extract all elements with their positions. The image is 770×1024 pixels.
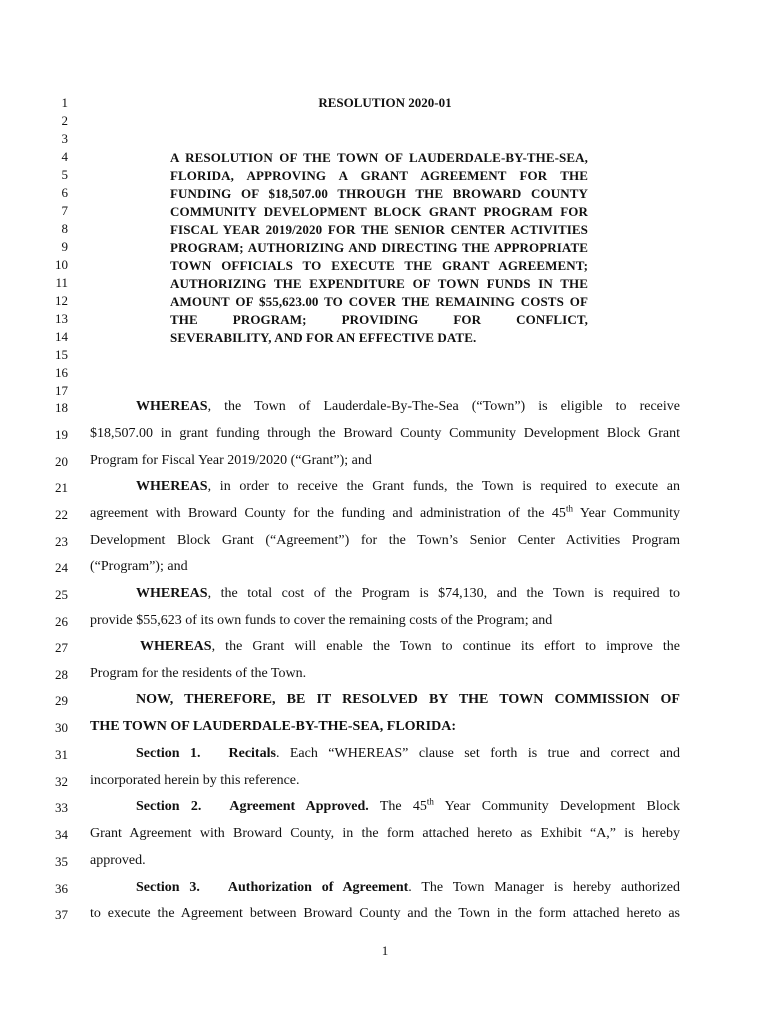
line-number: 27 [55,640,68,655]
body-line-29: NOW, THEREFORE, BE IT RESOLVED BY THE TOWN COMMISSION OF [136,692,680,707]
body-line-18: WHEREAS, the Town of Lauderdale-By-The-Sea (“Town”) is eligible to receive [136,399,680,414]
line-number: 4 [61,149,68,164]
body-line-27: WHEREAS, the Grant will enable the Town to continue its effort to improve the [140,639,680,654]
line-number: 16 [55,365,68,380]
line-number: 30 [55,720,68,735]
line-number: 33 [55,800,68,815]
section-2-label: Section 2. [136,799,202,814]
line-number: 13 [55,311,68,326]
section-1-label: Section 1. [136,746,201,761]
line-number: 35 [55,854,68,869]
body-line-26: provide $55,623 of its own funds to cover the remaining costs of the Program; and [90,613,553,628]
line-number: 21 [55,480,68,495]
body-line-33: Section 2. Agreement Approved. The 45th Year Community Development Block [136,796,680,814]
whereas-label: WHEREAS [136,479,208,494]
line-number: 20 [55,454,68,469]
line-number: 12 [55,293,68,308]
line-number: 22 [55,507,68,522]
resolution-caption [170,149,588,347]
line-number: 10 [55,257,68,272]
line-number: 32 [55,774,68,789]
section-2-heading: Agreement Approved. [229,799,369,814]
line-number: 24 [55,560,68,575]
line-number: 11 [55,275,68,290]
line-number: 2 [61,113,68,128]
whereas-label: WHEREAS [136,399,208,414]
line-number: 25 [55,587,68,602]
body-line-22: agreement with Broward County for the funding and administration of the 45th Year Community [90,503,680,521]
line-number: 34 [55,827,68,842]
section-3-heading: Authorization of Agreement [227,880,409,895]
body-line-19: $18,507.00 in grant funding through the Broward County Community Development Block Grant [90,426,680,441]
body-line-21: WHEREAS, in order to receive the Grant funds, the Town is required to execute an [136,479,680,494]
line-number: 29 [55,693,68,708]
body-line-30: THE TOWN OF LAUDERDALE-BY-THE-SEA, FLORIDA: [90,719,457,734]
body-line-20: Program for Fiscal Year 2019/2020 (“Grant”); and [90,453,372,468]
body-line-34: Grant Agreement with Broward County, in the form attached hereto as Exhibit “A,” is hereby [90,826,680,841]
line-number: 6 [61,185,68,200]
body-line-25: WHEREAS, the total cost of the Program is $74,130, and the Town is required to [136,586,680,601]
body-line-35: approved. [90,853,146,868]
line-number: 15 [55,347,68,362]
body-line-28: Program for the residents of the Town. [90,666,307,681]
page-number: 1 [381,943,389,958]
caption-text: A RESOLUTION OF THE TOWN OF LAUDERDALE-BY-THE-SEA, FLORIDA, APPROVING A GRANT AGREEMENT FOR THE FUNDING OF $18,507.00 THROUGH THE BROWARD COUNTY COMMUNITY DEVELOPMENT BLOCK GRANT PROGRAM FOR FISCAL YEAR 2019/2020 FOR THE SENIOR CENTER ACTIVITIES PROGRAM; AUTHORIZING AND DIRECTING THE APPROPRIATE TOWN OFFICIALS TO EXECUTE THE GRANT AGREEMENT; AUTHORIZING THE EXPENDITURE OF TOWN FUNDS IN THE AMOUNT OF $55,623.00 TO COVER THE REMAINING COSTS OF THE PROGRAM; PROVIDING FOR CONFLICT, [170,150,588,327]
line-number: 7 [61,203,68,218]
body-line-24: (“Program”); and [90,559,188,574]
line-number: 31 [55,747,68,762]
whereas-label: WHEREAS [136,586,208,601]
line-number: 26 [55,614,68,629]
body-line-32: incorporated herein by this reference. [90,773,300,788]
line-number: 8 [61,221,68,236]
section-1-heading: Recitals [228,746,276,761]
body-line-31: Section 1. Recitals. Each “WHEREAS” clause set forth is true and correct and [136,746,680,761]
line-number: 36 [55,881,68,896]
line-number: 5 [61,167,68,182]
line-number: 28 [55,667,68,682]
line-number: 9 [61,239,68,254]
whereas-label: WHEREAS [140,639,212,654]
line-number: 3 [61,131,68,146]
body-line-36: Section 3. Authorization of Agreement. The Town Manager is hereby authorized [136,880,680,895]
section-3-label: Section 3. [136,880,200,895]
line-number: 17 [55,383,68,398]
caption-last-line: SEVERABILITY, AND FOR AN EFFECTIVE DATE. [170,330,477,345]
line-number: 19 [55,427,68,442]
resolution-title: RESOLUTION 2020-01 [318,95,452,110]
line-number: 23 [55,534,68,549]
body-line-23: Development Block Grant (“Agreement”) for the Town’s Senior Center Activities Program [90,533,680,548]
body-line-37: to execute the Agreement between Broward County and the Town in the form attached hereto as [90,906,680,921]
line-number: 1 [61,95,68,110]
line-number: 37 [55,907,68,922]
line-number: 18 [55,400,68,415]
line-number: 14 [55,329,68,344]
